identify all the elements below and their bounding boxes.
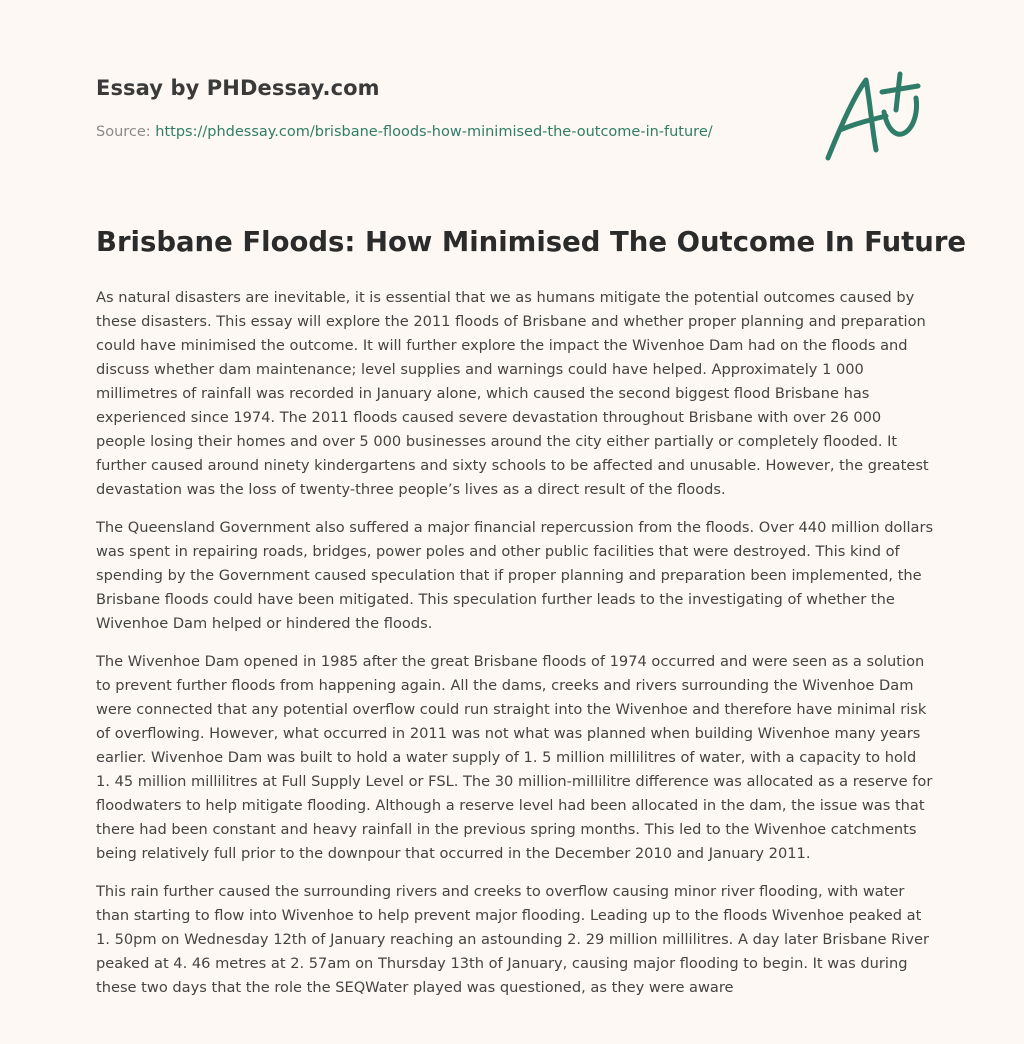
site-title: Essay by PHDessay.com — [96, 76, 380, 100]
essay-paragraph: The Queensland Government also suffered a major financial repercussion from the floods. Over 440 million dollars was spent in repairing roads, bridges, power poles and other public facilities that were destroyed. This kind of spending by the Government caused speculation that if proper planning and preparation been implemented, the Brisbane floods could have been mitigated. This speculation further leads to the investigating of whether the Wivenhoe Dam helped or hindered the floods. — [96, 519, 934, 632]
source-label: Source: — [96, 124, 156, 140]
essay-paragraph: As natural disasters are inevitable, it is essential that we as humans mitigate the potential outcomes caused by these disasters. This essay will explore the 2011 floods of Brisbane and whether proper planning and preparation could have minimised the outcome. It will further explore the impact the Wivenhoe Dam had on the floods and discuss whether dam maintenance; level supplies and warnings could have helped. Approximately 1 000 millimetres of rainfall was recorded in January alone, which caused the second biggest flood Brisbane has experienced since 1974. The 2011 floods caused severe devastation throughout Brisbane with over 26 000 people losing their homes and over 5 000 businesses around the city either partially or completely flooded. It further caused around ninety kindergartens and sixty schools to be affected and unusable. However, the greatest devastation was the loss of twenty-three people’s lives as a direct result of the floods. — [96, 289, 929, 498]
source-line — [96, 124, 713, 140]
a-plus-logo-icon — [818, 66, 930, 166]
essay-title: Brisbane Floods: How Minimised The Outcome In Future — [96, 226, 967, 258]
essay-paragraph: The Wivenhoe Dam opened in 1985 after the great Brisbane floods of 1974 occurred and were seen as a solution to prevent further floods from happening again. All the dams, creeks and rivers surrounding the Wivenhoe Dam were connected that any potential overflow could run straight into the Wivenhoe and therefore have minimal risk of overflowing. However, what occurred in 2011 was not what was planned when building Wivenhoe many years earlier. Wivenhoe Dam was built to hold a water supply of 1. 5 million millilitres of water, with a capacity to hold 1. 45 million millilitres at Full Supply Level or FSL. The 30 million-millilitre difference was allocated as a reserve for floodwaters to help mitigate flooding. Although a reserve level had been allocated in the dam, the issue was that there had been constant and heavy rainfall in the previous spring months. This led to the Wivenhoe catchments being relatively full prior to the downpour that occurred in the December 2010 and January 2011. — [96, 653, 933, 862]
essay-body — [96, 286, 934, 1014]
source-link[interactable]: https://phdessay.com/brisbane-floods-how-minimised-the-outcome-in-future/ — [155, 124, 713, 140]
essay-paragraph: This rain further caused the surrounding rivers and creeks to overflow causing minor river flooding, with water than starting to flow into Wivenhoe to help prevent major flooding. Leading up to the floods Wivenhoe peaked at 1. 50pm on Wednesday 12th of January reaching an astounding 2. 29 million millilitres. A day later Brisbane River peaked at 4. 46 metres at 2. 57am on Thursday 13th of January, causing major flooding to begin. It was during these two days that the role the SEQWater played was questioned, as they were aware — [96, 883, 929, 996]
